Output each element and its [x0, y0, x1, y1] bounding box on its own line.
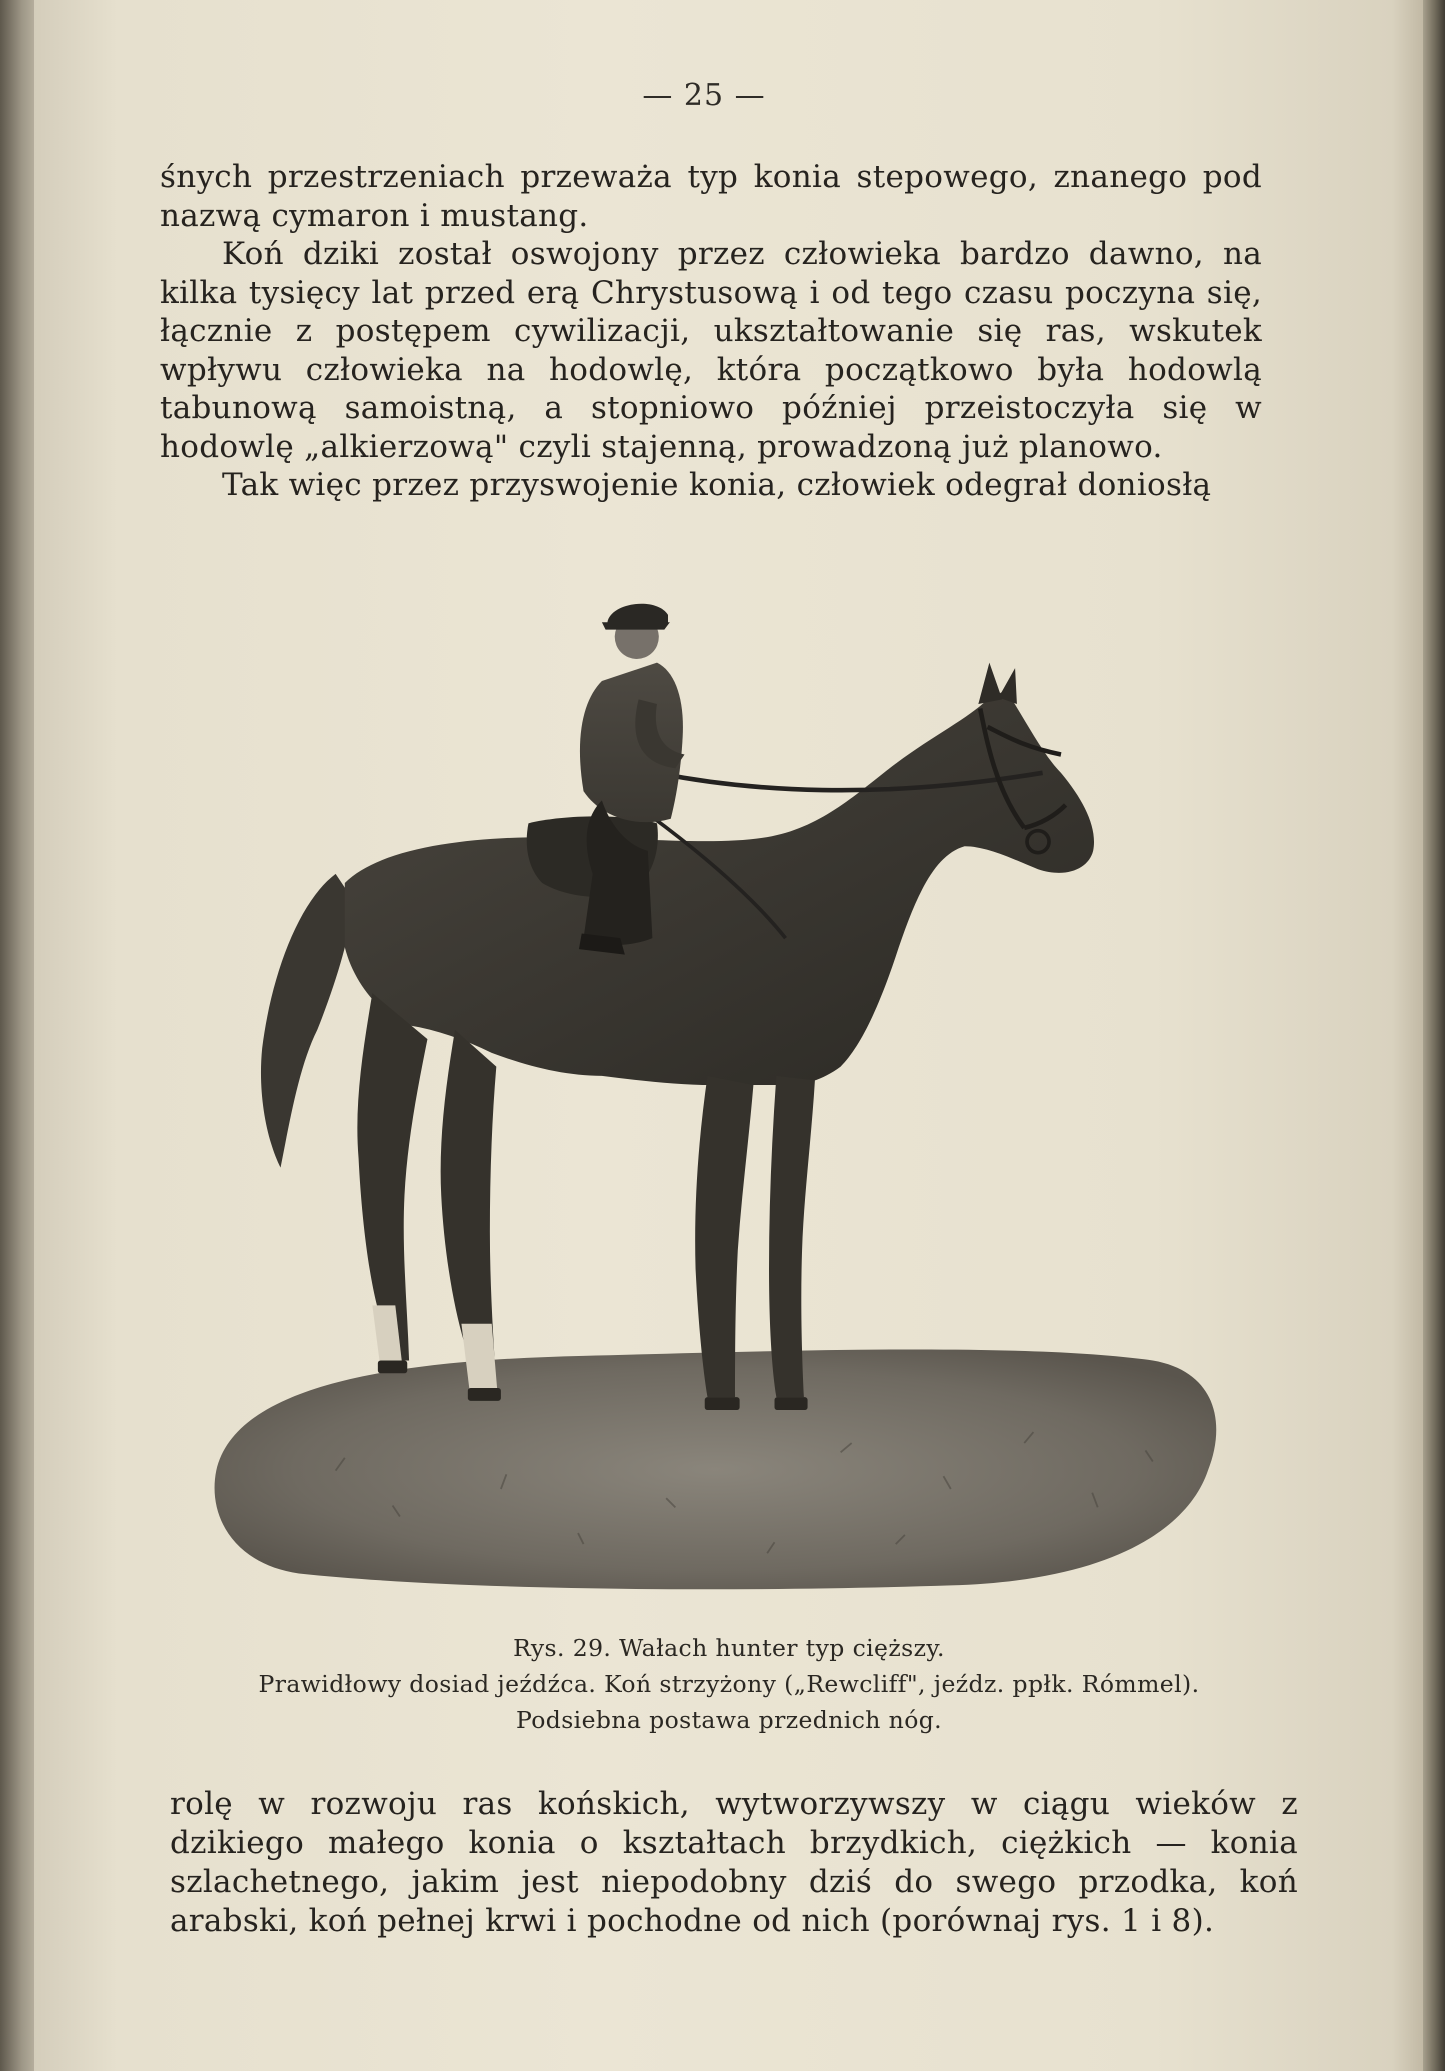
caption-line-2: Prawidłowy dosiad jeźdźca. Koń strzyżony („Rewcliff", jeźdz. ppłk. Rómmel).	[258, 1670, 1200, 1698]
book-page-edge	[1423, 0, 1445, 2071]
book-page	[34, 0, 1434, 2071]
rider	[580, 663, 683, 823]
paragraph: rolę w rozwoju ras końskich, wytworzywszy w ciągu wieków z dzikiego małego konia o kształtach brzydkich, ciężkich — konia szlachetnego, jakim jest niepodobny dziś do swego przodka, koń arabski, koń pełnej krwi i pochodne od nich (porównaj rys. 1 i 8).	[170, 1786, 1298, 1939]
rider-cap	[602, 604, 670, 630]
text-block-bottom	[170, 1785, 1298, 1941]
horse-ears	[978, 663, 1017, 704]
text-block-top	[160, 158, 1262, 505]
paragraph: śnych przestrzeniach przeważa typ konia stepowego, znanego pod nazwą cymaron i mustang.	[160, 159, 1262, 234]
paragraph: Koń dziki został oswojony przez człowieka bardzo dawno, na kilka tysięcy lat przed erą Chrystusową i od tego czasu poczyna się, łącznie z postępem cywilizacji, ukształtowanie się ras, wskutek wpływu człowieka na hodowlę, która początkowo była hodowlą tabunową samoistną, a stopniowo później przeistoczyła się w hodowlę „alkierzową" czyli stajenną, prowadzoną już planowo.	[160, 236, 1262, 465]
paragraph: Tak więc przez przyswojenie konia, człowiek odegrał doniosłą	[222, 467, 1212, 503]
horse-body	[345, 690, 1094, 1085]
figure-caption	[154, 1630, 1304, 1738]
caption-line-3: Podsiebna postawa przednich nóg.	[515, 1706, 943, 1734]
figure-horse-photo	[152, 580, 1274, 1590]
page-number: — 25 —	[642, 78, 766, 113]
horse-and-rider-illustration	[152, 580, 1274, 1590]
horse-tail	[261, 874, 354, 1168]
caption-line-1: Rys. 29. Wałach hunter typ cięższy.	[513, 1634, 945, 1662]
